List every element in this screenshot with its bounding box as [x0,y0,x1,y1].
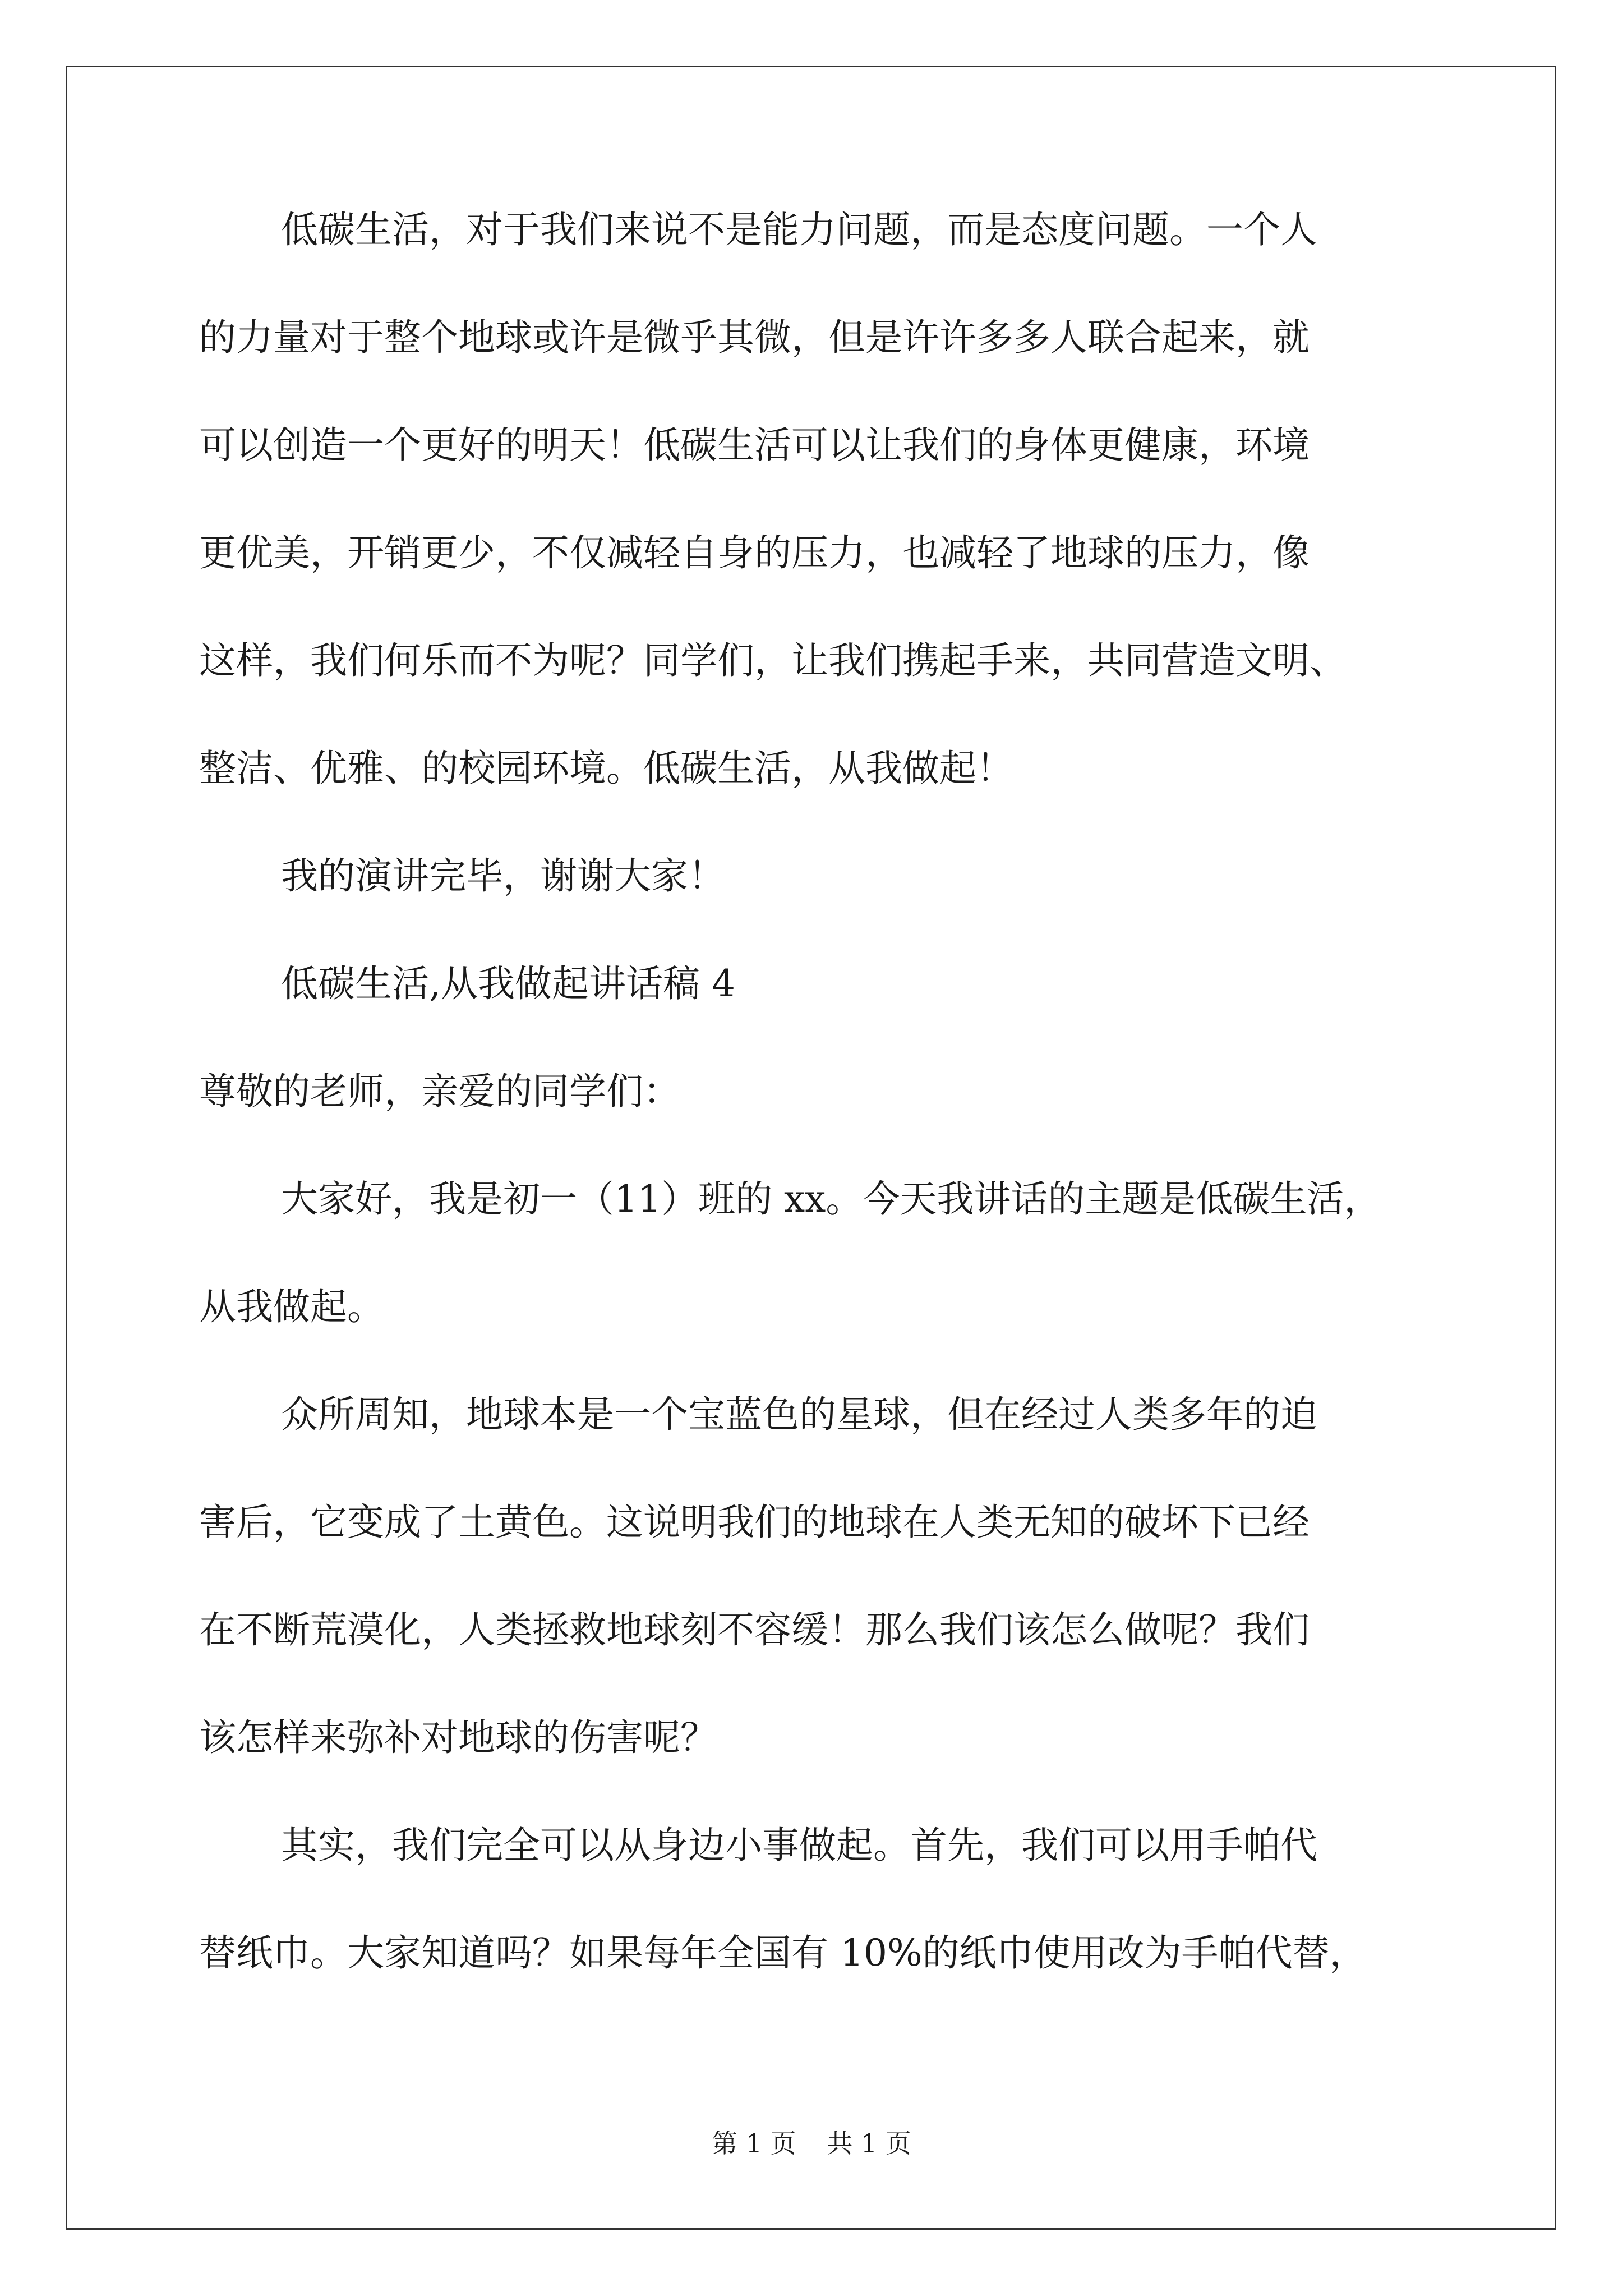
text-line: 在不断荒漠化，人类拯救地球刻不容缓！那么我们该怎么做呢？我们 [199,1608,1310,1651]
text-line: 低碳生活，对于我们来说不是能力问题，而是态度问题。一个人 [281,208,1317,251]
text-line: 的力量对于整个地球或许是微乎其微，但是许许多多人联合起来，就 [199,316,1310,359]
text-line: 整洁、优雅、的校园环境。低碳生活，从我做起！ [199,747,1013,790]
text-line: 这样，我们何乐而不为呢？同学们，让我们携起手来，共同营造文明、 [199,639,1347,682]
page-number-total: 共 1 页 [827,2128,911,2159]
salutation: 尊敬的老师，亲爱的同学们： [199,1070,680,1113]
page-footer [0,2123,1623,2160]
text-line: 大家好，我是初一（11）班的 xx。今天我讲话的主题是低碳生活， [281,1177,1381,1221]
text-line: 可以创造一个更好的明天！低碳生活可以让我们的身体更健康，环境 [199,424,1310,467]
page-number-current: 第 1 页 [712,2128,796,2159]
text-line: 我的演讲完毕，谢谢大家！ [281,854,725,898]
text-line: 该怎样来弥补对地球的伤害呢？ [199,1716,717,1759]
text-line: 更优美，开销更少，不仅减轻自身的压力，也减轻了地球的压力，像 [199,531,1310,574]
text-line: 其实，我们完全可以从身边小事做起。首先，我们可以用手帕代 [281,1824,1317,1867]
text-line: 从我做起。 [199,1285,384,1328]
page-border [66,66,1556,2230]
text-line: 众所周知，地球本是一个宝蓝色的星球，但在经过人类多年的迫 [281,1393,1317,1436]
section-heading: 低碳生活,从我做起讲话稿 4 [281,962,735,1005]
text-line: 害后，它变成了土黄色。这说明我们的地球在人类无知的破坏下已经 [199,1501,1310,1544]
text-line: 替纸巾。大家知道吗？如果每年全国有 10%的纸巾使用改为手帕代替， [199,1931,1367,1975]
